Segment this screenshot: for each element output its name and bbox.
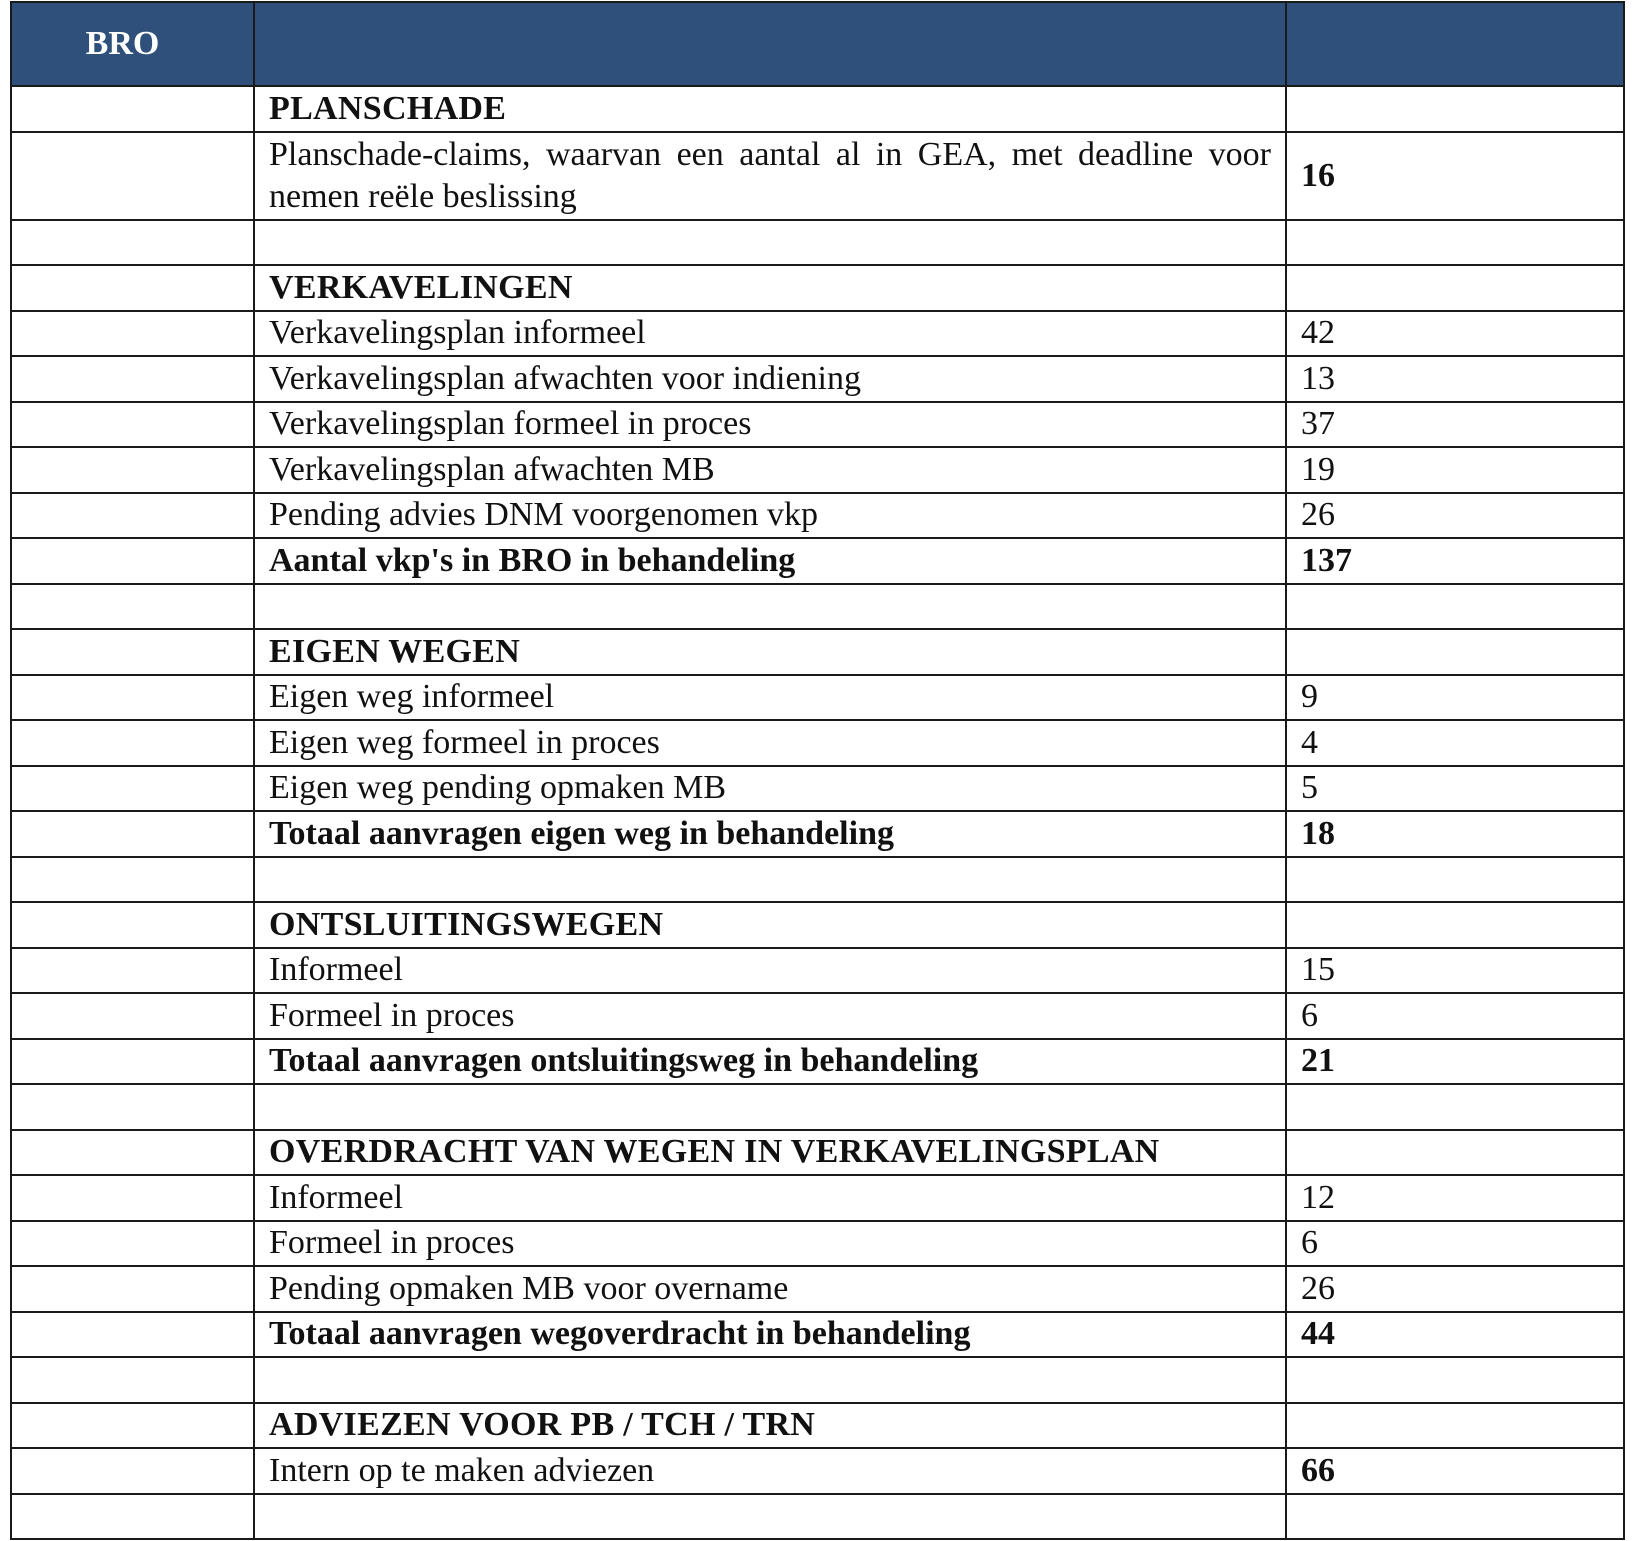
row-label xyxy=(254,1494,1286,1540)
table-row xyxy=(11,675,1624,721)
category-cell xyxy=(11,1403,254,1449)
row-value: 6 xyxy=(1286,993,1624,1039)
spacer-row xyxy=(11,584,1624,630)
section-heading-row xyxy=(11,629,1624,675)
row-value xyxy=(1286,1084,1624,1130)
row-value xyxy=(1286,220,1624,266)
row-label xyxy=(254,1084,1286,1130)
row-label: Informeel xyxy=(254,948,1286,994)
row-value xyxy=(1286,902,1624,948)
row-value: 5 xyxy=(1286,766,1624,812)
table-row xyxy=(11,766,1624,812)
category-cell xyxy=(11,1084,254,1130)
row-value: 12 xyxy=(1286,1175,1624,1221)
row-value: 6 xyxy=(1286,1221,1624,1267)
table-row xyxy=(11,447,1624,493)
category-cell xyxy=(11,1221,254,1267)
section-heading: OVERDRACHT VAN WEGEN IN VERKAVELINGSPLAN xyxy=(254,1130,1286,1176)
section-heading: PLANSCHADE xyxy=(254,86,1286,132)
table-row xyxy=(11,720,1624,766)
category-cell xyxy=(11,86,254,132)
table-header xyxy=(11,2,1624,86)
row-label: Verkavelingsplan informeel xyxy=(254,311,1286,357)
row-value xyxy=(1286,857,1624,903)
section-heading-row xyxy=(11,265,1624,311)
category-cell xyxy=(11,1175,254,1221)
table-row xyxy=(11,948,1624,994)
total-value: 137 xyxy=(1286,538,1624,584)
row-label: Pending opmaken MB voor overname xyxy=(254,1266,1286,1312)
spacer-row xyxy=(11,220,1624,266)
category-cell xyxy=(11,356,254,402)
row-label: Verkavelingsplan afwachten MB xyxy=(254,447,1286,493)
row-label: Formeel in proces xyxy=(254,993,1286,1039)
row-label: Informeel xyxy=(254,1175,1286,1221)
total-label: Totaal aanvragen ontsluitingsweg in behandeling xyxy=(254,1039,1286,1085)
category-cell xyxy=(11,1312,254,1358)
row-label: Formeel in proces xyxy=(254,1221,1286,1267)
row-label: Eigen weg informeel xyxy=(254,675,1286,721)
row-value xyxy=(1286,86,1624,132)
row-label: Eigen weg pending opmaken MB xyxy=(254,766,1286,812)
row-value: 9 xyxy=(1286,675,1624,721)
table-body xyxy=(11,86,1624,1539)
category-cell xyxy=(11,1448,254,1494)
row-label xyxy=(254,220,1286,266)
row-value: 13 xyxy=(1286,356,1624,402)
header-description xyxy=(254,2,1286,86)
spacer-row xyxy=(11,1357,1624,1403)
section-heading: ONTSLUITINGSWEGEN xyxy=(254,902,1286,948)
row-value xyxy=(1286,265,1624,311)
row-value: 37 xyxy=(1286,402,1624,448)
section-heading-row xyxy=(11,902,1624,948)
bro-table xyxy=(10,1,1625,1540)
category-cell xyxy=(11,1266,254,1312)
category-cell xyxy=(11,1130,254,1176)
row-value: 42 xyxy=(1286,311,1624,357)
category-cell xyxy=(11,857,254,903)
category-cell xyxy=(11,1039,254,1085)
header-bro: BRO xyxy=(11,2,254,86)
row-label xyxy=(254,584,1286,630)
category-cell xyxy=(11,720,254,766)
category-cell xyxy=(11,538,254,584)
total-row xyxy=(11,538,1624,584)
row-label xyxy=(254,857,1286,903)
row-value xyxy=(1286,584,1624,630)
row-value: 26 xyxy=(1286,493,1624,539)
row-value xyxy=(1286,1357,1624,1403)
row-value xyxy=(1286,1130,1624,1176)
row-value: 16 xyxy=(1286,132,1624,220)
row-label: Intern op te maken adviezen xyxy=(254,1448,1286,1494)
section-heading-row xyxy=(11,86,1624,132)
row-value: 66 xyxy=(1286,1448,1624,1494)
category-cell xyxy=(11,1357,254,1403)
spacer-row xyxy=(11,1494,1624,1540)
spacer-row xyxy=(11,1084,1624,1130)
category-cell xyxy=(11,629,254,675)
row-label: Verkavelingsplan afwachten voor indiening xyxy=(254,356,1286,402)
section-heading-row xyxy=(11,1403,1624,1449)
row-value xyxy=(1286,1403,1624,1449)
row-value: 15 xyxy=(1286,948,1624,994)
row-label: Planschade-claims, waarvan een aantal al in GEA, met deadline voor nemen reële beslissing xyxy=(254,132,1286,220)
table-row xyxy=(11,993,1624,1039)
table-row xyxy=(11,132,1624,220)
header-count xyxy=(1286,2,1624,86)
section-heading-row xyxy=(11,1130,1624,1176)
total-label: Totaal aanvragen wegoverdracht in behandeling xyxy=(254,1312,1286,1358)
total-value: 18 xyxy=(1286,811,1624,857)
table-row xyxy=(11,356,1624,402)
category-cell xyxy=(11,766,254,812)
row-value: 4 xyxy=(1286,720,1624,766)
category-cell xyxy=(11,220,254,266)
category-cell xyxy=(11,493,254,539)
category-cell xyxy=(11,811,254,857)
row-label: Eigen weg formeel in proces xyxy=(254,720,1286,766)
table-row xyxy=(11,1448,1624,1494)
category-cell xyxy=(11,902,254,948)
table-row xyxy=(11,1221,1624,1267)
total-label: Aantal vkp's in BRO in behandeling xyxy=(254,538,1286,584)
total-row xyxy=(11,1039,1624,1085)
section-heading: EIGEN WEGEN xyxy=(254,629,1286,675)
category-cell xyxy=(11,265,254,311)
row-value: 19 xyxy=(1286,447,1624,493)
section-heading: ADVIEZEN VOOR PB / TCH / TRN xyxy=(254,1403,1286,1449)
section-heading: VERKAVELINGEN xyxy=(254,265,1286,311)
spacer-row xyxy=(11,857,1624,903)
table-row xyxy=(11,402,1624,448)
total-value: 21 xyxy=(1286,1039,1624,1085)
table-row xyxy=(11,1175,1624,1221)
category-cell xyxy=(11,402,254,448)
row-label: Pending advies DNM voorgenomen vkp xyxy=(254,493,1286,539)
total-row xyxy=(11,811,1624,857)
row-value: 26 xyxy=(1286,1266,1624,1312)
table-row xyxy=(11,311,1624,357)
category-cell xyxy=(11,447,254,493)
category-cell xyxy=(11,1494,254,1540)
table-row xyxy=(11,493,1624,539)
total-row xyxy=(11,1312,1624,1358)
category-cell xyxy=(11,584,254,630)
category-cell xyxy=(11,993,254,1039)
category-cell xyxy=(11,132,254,220)
row-label xyxy=(254,1357,1286,1403)
category-cell xyxy=(11,675,254,721)
total-value: 44 xyxy=(1286,1312,1624,1358)
row-label: Verkavelingsplan formeel in proces xyxy=(254,402,1286,448)
row-value xyxy=(1286,1494,1624,1540)
header-row xyxy=(11,2,1624,86)
table-row xyxy=(11,1266,1624,1312)
category-cell xyxy=(11,948,254,994)
row-value xyxy=(1286,629,1624,675)
total-label: Totaal aanvragen eigen weg in behandeling xyxy=(254,811,1286,857)
category-cell xyxy=(11,311,254,357)
